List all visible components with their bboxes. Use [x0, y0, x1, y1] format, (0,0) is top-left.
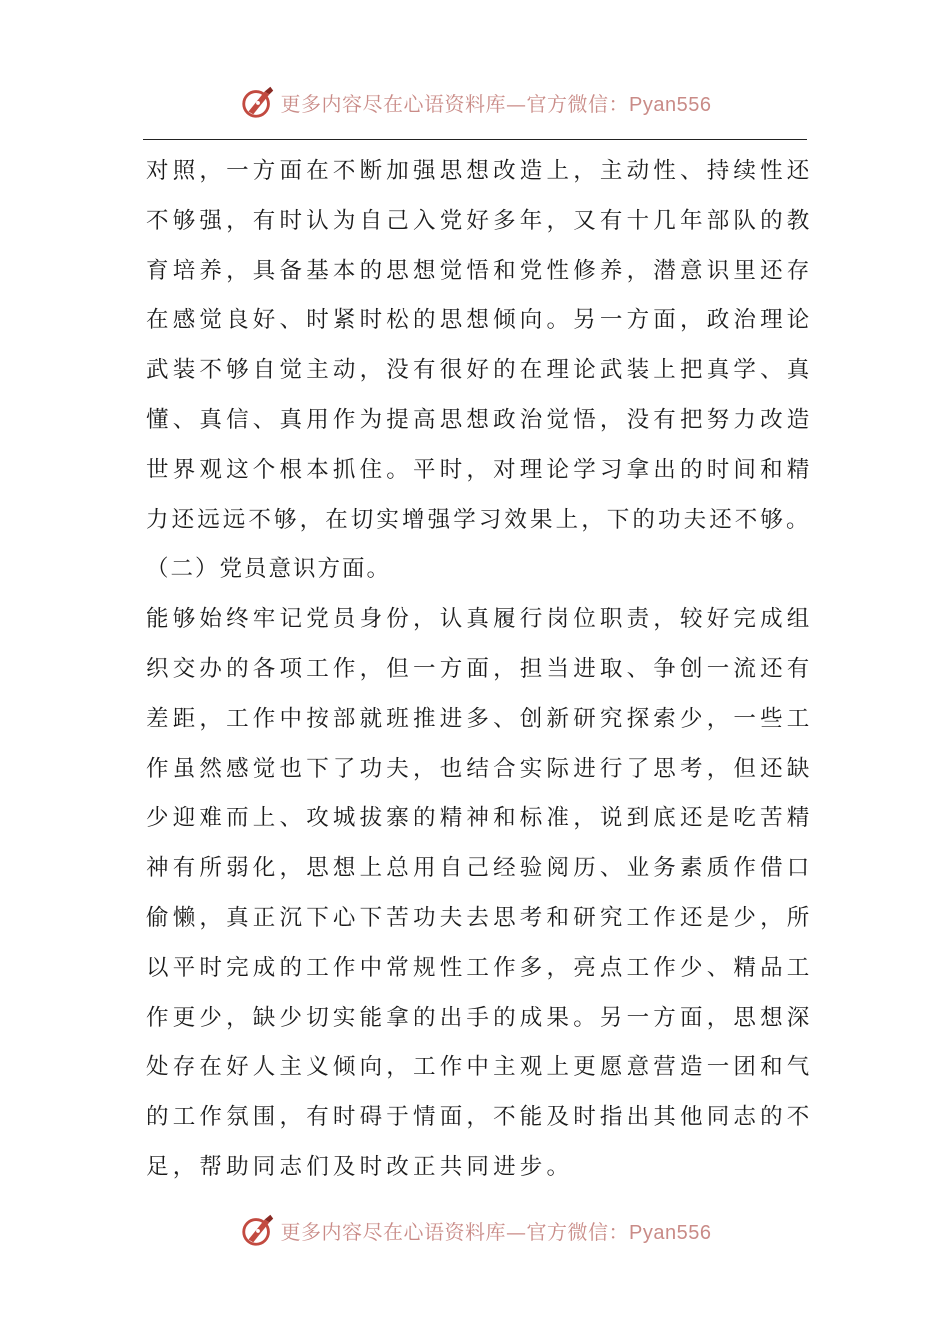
body-line: 偷懒，真正沉下心下苦功夫去思考和研究工作还是少，所 [146, 904, 814, 931]
footer-banner-text [281, 1216, 712, 1245]
header-banner-slogan: 更多内容尽在心语资料库—官方微信： [280, 91, 630, 116]
footer-banner [0, 1208, 950, 1252]
body-line: 差距，工作中按部就班推进多、创新研究探索少，一些工 [146, 705, 814, 732]
header-wechat-id: Pyan556 [629, 93, 712, 116]
body-line: 处存在好人主义倾向，工作中主观上更愿意营造一团和气 [146, 1054, 814, 1081]
pen-nib-circle-icon [239, 1211, 277, 1249]
pen-nib-circle-icon [239, 83, 277, 121]
footer-wechat-id: Pyan556 [629, 1221, 712, 1244]
body-line: 力还远远不够，在切实增强学习效果上，下的功夫还不够。 [146, 506, 812, 533]
section-heading: （二）党员意识方面。 [146, 556, 392, 583]
body-line: 织交办的各项工作，但一方面，担当进取、争创一流还有 [146, 655, 814, 682]
body-line: 不够强，有时认为自己入党好多年，又有十几年部队的教 [146, 207, 814, 234]
header-banner [0, 80, 950, 124]
header-banner-text [281, 88, 712, 117]
body-line: 对照，一方面在不断加强思想改造上，主动性、持续性还 [146, 158, 814, 184]
body-line: 世界观这个根本抓住。平时，对理论学习拿出的时间和精 [146, 456, 814, 483]
body-line: 育培养，具备基本的思想觉悟和党性修养，潜意识里还存 [146, 257, 814, 284]
body-line: 作更少，缺少切实能拿的出手的成果。另一方面，思想深 [146, 1004, 814, 1031]
body-line: 能够始终牢记党员身份，认真履行岗位职责，较好完成组 [146, 606, 814, 633]
body-line: 武装不够自觉主动，没有很好的在理论武装上把真学、真 [146, 357, 814, 384]
body-line: 神有所弱化，思想上总用自己经验阅历、业务素质作借口 [146, 855, 814, 882]
body-line: 少迎难而上、攻城拔寨的精神和标准，说到底还是吃苦精 [146, 805, 814, 832]
body-line: 的工作氛围，有时碍于情面，不能及时指出其他同志的不 [146, 1104, 814, 1131]
body-line: 足，帮助同志们及时改正共同进步。 [146, 1153, 574, 1180]
body-line: 在感觉良好、时紧时松的思想倾向。另一方面，政治理论 [146, 307, 814, 334]
document-body [146, 147, 814, 1193]
body-line: 以平时完成的工作中常规性工作多，亮点工作少、精品工 [146, 954, 814, 981]
header-divider [143, 139, 807, 140]
footer-banner-slogan: 更多内容尽在心语资料库—官方微信： [280, 1219, 630, 1244]
body-line: 懂、真信、真用作为提高思想政治觉悟，没有把努力改造 [146, 406, 814, 433]
body-line: 作虽然感觉也下了功夫，也结合实际进行了思考，但还缺 [146, 755, 814, 782]
